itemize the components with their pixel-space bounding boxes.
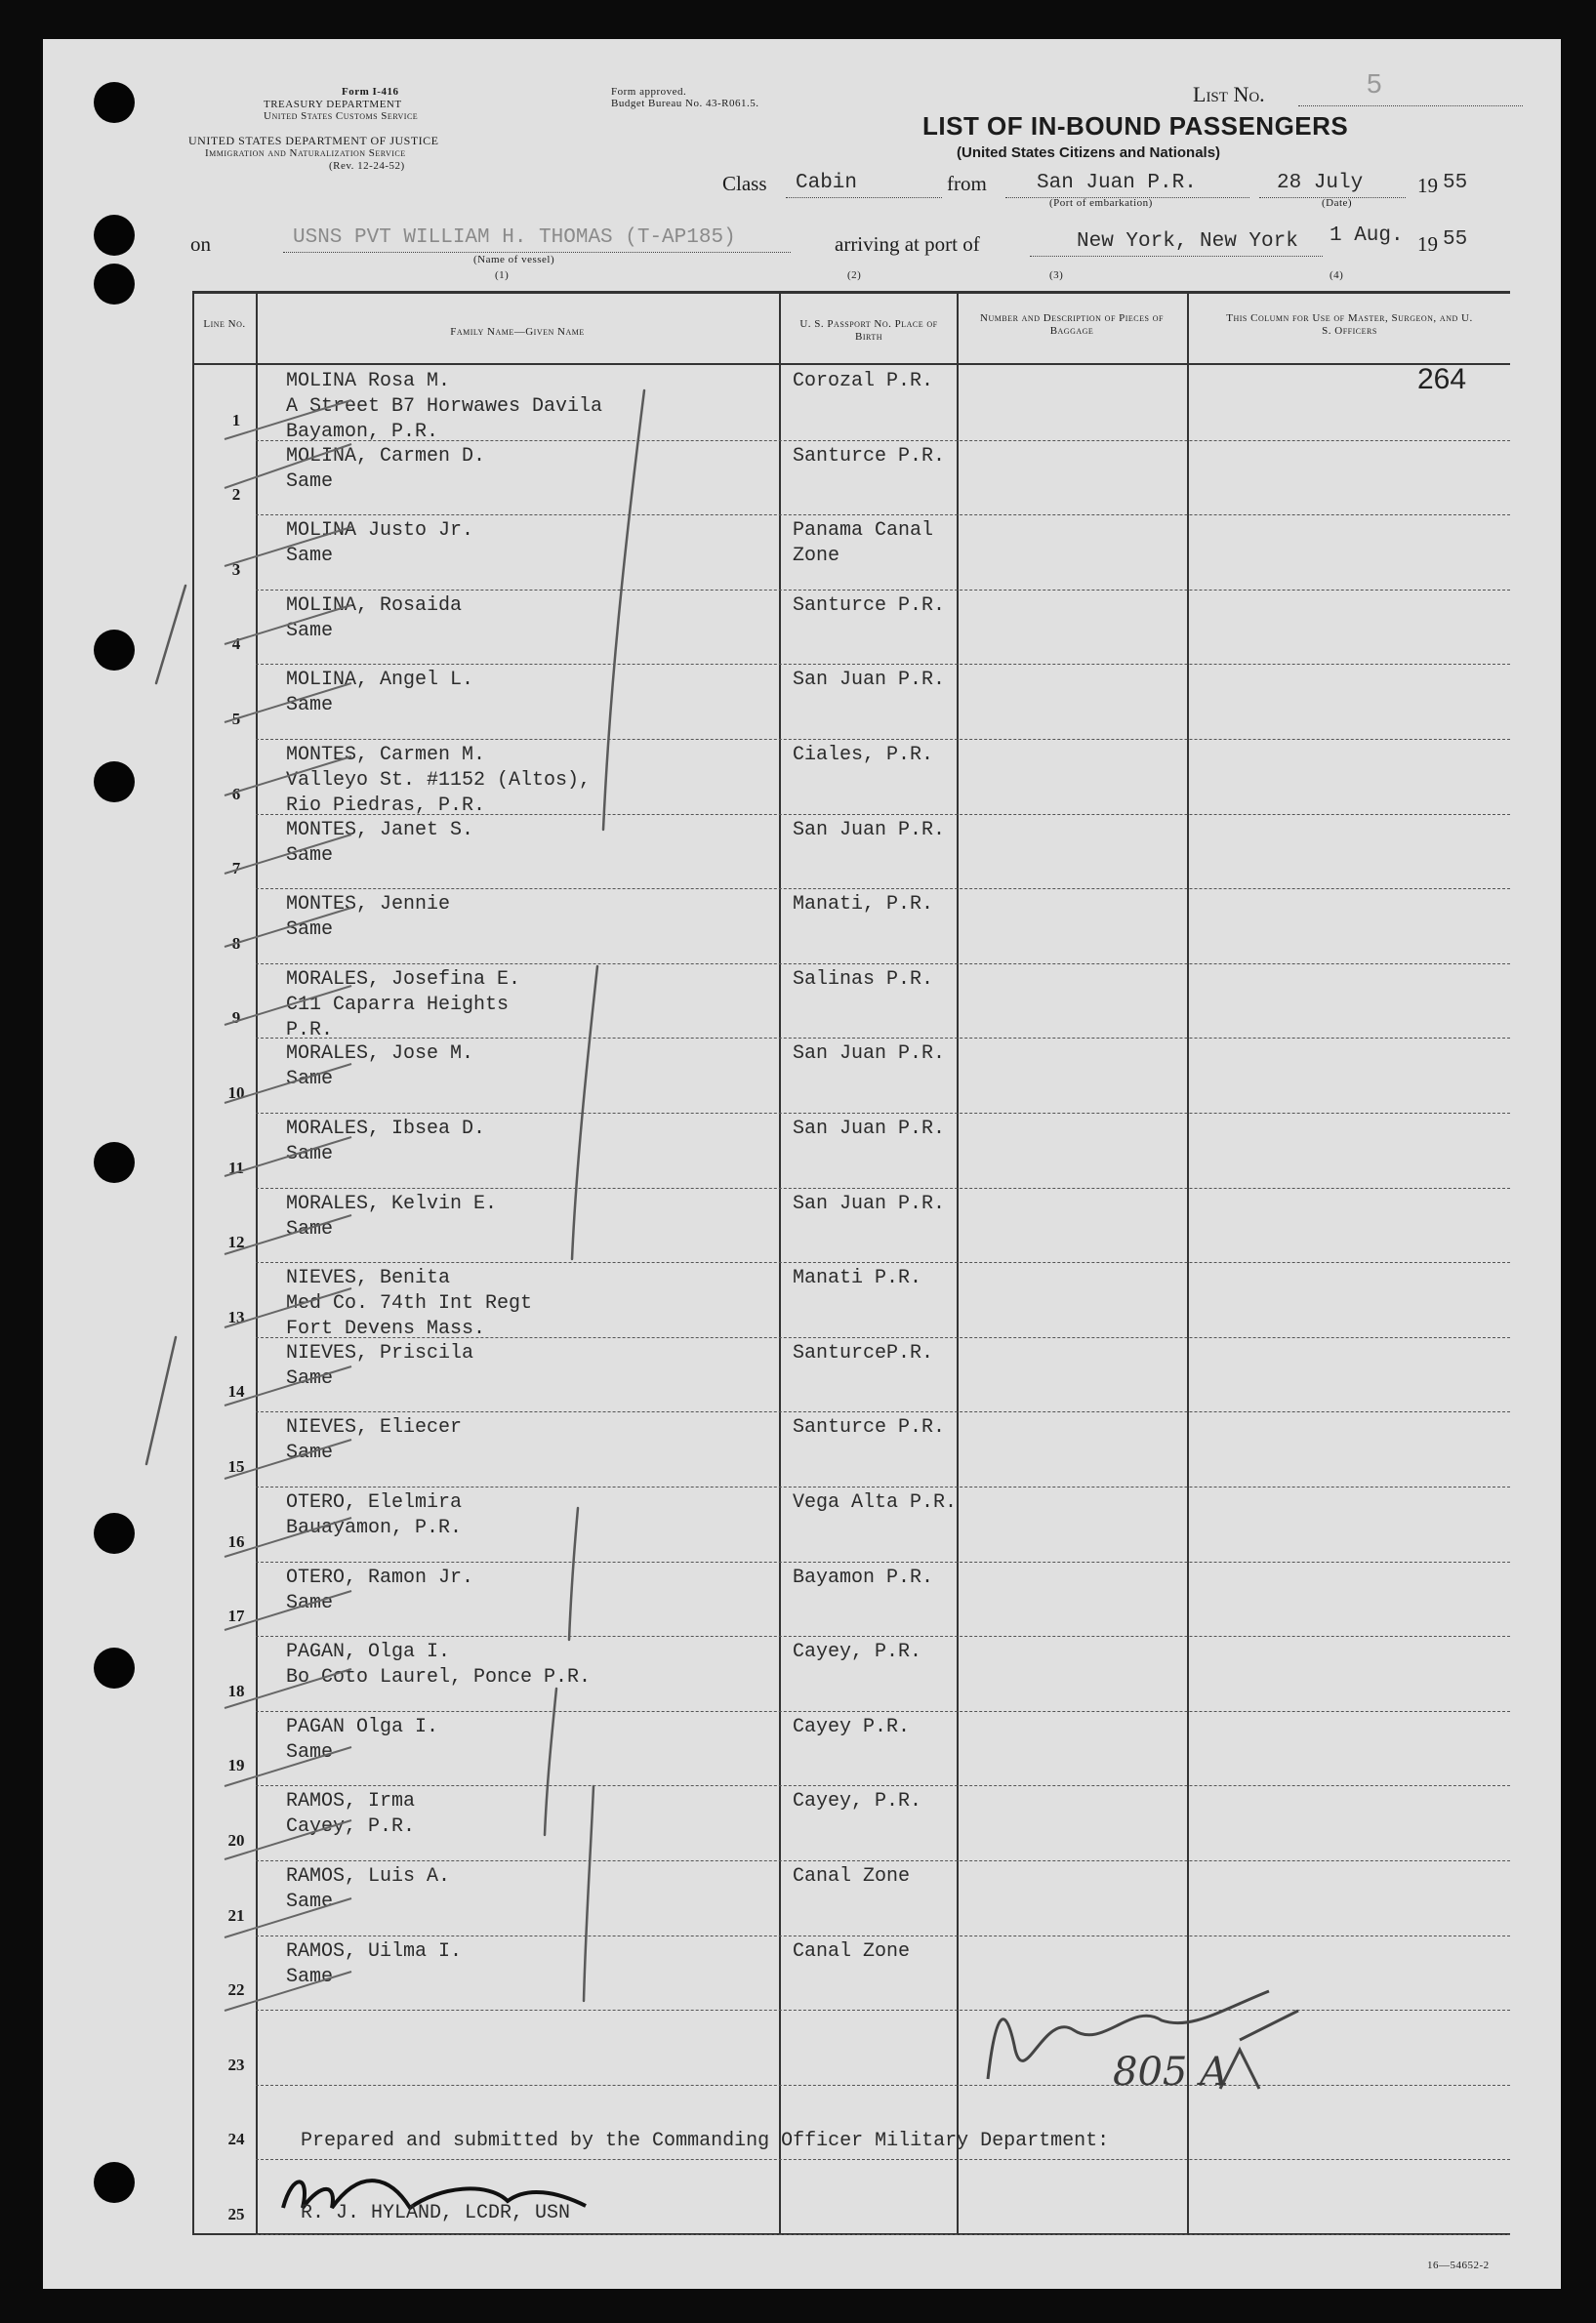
from-value: San Juan P.R. xyxy=(1037,172,1197,194)
date-caption: (Date) xyxy=(1322,197,1353,209)
col-header-officers: This Column for Use of Master, Surgeon, and U. S. Officers xyxy=(1226,312,1473,337)
port-of-embarkation-caption: (Port of embarkation) xyxy=(1049,197,1153,209)
class-label: Class xyxy=(722,172,767,195)
list-no-label: List No. xyxy=(1193,82,1265,106)
place-of-birth: Corozal P.R. xyxy=(793,370,934,392)
passenger-name: MOLINA, Rosaida Same xyxy=(286,593,463,642)
place-of-birth: San Juan P.R. xyxy=(793,818,946,841)
place-of-birth: San Juan P.R. xyxy=(793,1042,946,1066)
arriving-label: arriving at port of xyxy=(835,232,980,256)
passenger-name: NIEVES, Eliecer Same xyxy=(286,1416,463,1465)
passenger-name: MONTES, Janet S. Same xyxy=(286,818,474,867)
caption-1: (1) xyxy=(495,269,510,281)
passenger-name: MONTES, Jennie Same xyxy=(286,893,451,942)
handwritten-annotation: 805 A xyxy=(1113,2050,1228,2095)
passenger-name: OTERO, Elelmira Bauayamon, P.R. xyxy=(286,1491,463,1539)
port-value: New York, New York xyxy=(1077,230,1298,253)
line-number: 23 xyxy=(227,2055,245,2074)
department-of-justice: UNITED STATES DEPARTMENT OF JUSTICE xyxy=(188,134,439,147)
line-number: 2 xyxy=(231,485,241,505)
treasury-department: TREASURY DEPARTMENT xyxy=(264,99,402,110)
line-number: 15 xyxy=(227,1457,245,1476)
officer-number: 264 xyxy=(1417,363,1467,395)
place-of-birth: Santurce P.R. xyxy=(793,444,946,468)
col-header-passport: U. S. Passport No. Place of Birth xyxy=(799,318,938,343)
signatory: R. J. HYLAND, LCDR, USN xyxy=(301,2202,571,2224)
place-of-birth: San Juan P.R. xyxy=(793,669,946,692)
line-number: 1 xyxy=(231,410,241,429)
place-of-birth: Vega Alta P.R. xyxy=(793,1491,958,1514)
place-of-birth: Canal Zone xyxy=(793,1939,911,1963)
place-of-birth: Manati P.R. xyxy=(793,1267,922,1290)
passenger-name: MORALES, Kelvin E. Same xyxy=(286,1192,498,1241)
on-label: on xyxy=(190,232,211,256)
passenger-name: MOLINA Rosa M. A Street B7 Horwawes Davila Bayamon, P.R. xyxy=(286,370,603,443)
line-number: 9 xyxy=(231,1008,241,1028)
passenger-name: MORALES, Josefina E. C11 Caparra Heights P.R. xyxy=(286,967,521,1041)
passenger-name: MOLINA, Angel L. Same xyxy=(286,669,474,717)
line-number: 6 xyxy=(231,784,241,803)
line-number: 22 xyxy=(227,1980,245,2000)
form-code: 16—54652-2 xyxy=(1427,2260,1490,2271)
place-of-birth: San Juan P.R. xyxy=(793,1192,946,1215)
class-value: Cabin xyxy=(796,172,858,194)
line-number: 11 xyxy=(227,1158,245,1177)
vessel-value: USNS PVT WILLIAM H. THOMAS (T-AP185) xyxy=(293,226,736,249)
place-of-birth: Salinas P.R. xyxy=(793,967,934,991)
passenger-name: NIEVES, Benita Med Co. 74th Int Regt Fort Devens Mass. xyxy=(286,1267,533,1341)
passenger-name: RAMOS, Uilma I. Same xyxy=(286,1939,463,1988)
year-value: 55 xyxy=(1443,172,1468,194)
form-approved: Form approved. xyxy=(611,86,687,98)
line-number: 19 xyxy=(227,1756,245,1775)
place-of-birth: San Juan P.R. xyxy=(793,1118,946,1140)
page-title: LIST OF IN-BOUND PASSENGERS xyxy=(922,111,1349,141)
line-number: 4 xyxy=(231,634,241,654)
col-header-name: Family Name—Given Name xyxy=(450,326,585,338)
line-number: 3 xyxy=(231,559,241,579)
vessel-caption: (Name of vessel) xyxy=(473,254,555,265)
passenger-name: MOLINA Justo Jr. Same xyxy=(286,519,474,568)
caption-3: (3) xyxy=(1049,269,1064,281)
arrival-date-value: 1 Aug. xyxy=(1330,224,1404,247)
place-of-birth: SanturceP.R. xyxy=(793,1341,934,1365)
budget-bureau: Budget Bureau No. 43-R061.5. xyxy=(611,98,759,109)
date-value: 28 July xyxy=(1277,172,1364,194)
immigration-service: Immigration and Naturalization Service xyxy=(205,147,406,159)
arrival-year-value: 55 xyxy=(1443,228,1468,251)
from-label: from xyxy=(947,172,987,195)
passenger-name: MORALES, Jose M. Same xyxy=(286,1042,474,1091)
col-header-line-no: Line No. xyxy=(203,318,246,330)
list-no-value: 5 xyxy=(1367,68,1382,99)
col-header-baggage: Number and Description of Pieces of Baggage xyxy=(980,312,1164,337)
line-number: 12 xyxy=(227,1233,245,1252)
line-number: 17 xyxy=(227,1607,245,1626)
line-number: 14 xyxy=(227,1382,245,1402)
place-of-birth: Canal Zone xyxy=(793,1865,911,1888)
revision: (Rev. 12-24-52) xyxy=(329,160,405,172)
place-of-birth: Bayamon P.R. xyxy=(793,1566,934,1589)
place-of-birth: Cayey P.R. xyxy=(793,1715,911,1738)
form-number: Form I-416 xyxy=(342,86,399,98)
prepared-text: Prepared and submitted by the Commanding Officer Military Department: xyxy=(301,2130,1110,2152)
line-number: 20 xyxy=(227,1831,245,1850)
line-number: 8 xyxy=(231,933,241,953)
caption-2: (2) xyxy=(847,269,862,281)
place-of-birth: Cayey, P.R. xyxy=(793,1790,922,1814)
line-number: 7 xyxy=(231,859,241,878)
line-number: 13 xyxy=(227,1307,245,1326)
passenger-name: RAMOS, Irma Cayey, P.R. xyxy=(286,1790,416,1839)
passenger-name: RAMOS, Luis A. Same xyxy=(286,1865,451,1913)
year-prefix: 19 xyxy=(1417,174,1438,197)
passenger-name: PAGAN Olga I. Same xyxy=(286,1715,439,1764)
place-of-birth: Panama Canal Zone xyxy=(793,519,934,568)
line-number: 5 xyxy=(231,710,241,728)
line-number: 18 xyxy=(227,1681,245,1700)
place-of-birth: Santurce P.R. xyxy=(793,593,946,617)
passenger-name: PAGAN, Olga I. Bo Coto Laurel, Ponce P.R. xyxy=(286,1641,592,1690)
line-number: 24 xyxy=(227,2130,245,2149)
passenger-name: MORALES, Ibsea D. Same xyxy=(286,1118,486,1165)
place-of-birth: Ciales, P.R. xyxy=(793,744,934,766)
place-of-birth: Manati, P.R. xyxy=(793,893,934,917)
customs-service: United States Customs Service xyxy=(264,110,419,122)
line-number: 21 xyxy=(227,1905,245,1925)
place-of-birth: Cayey, P.R. xyxy=(793,1641,922,1664)
passenger-name: MONTES, Carmen M. Valleyo St. #1152 (Altos), Rio Piedras, P.R. xyxy=(286,744,592,817)
line-number: 25 xyxy=(227,2205,245,2223)
place-of-birth: Santurce P.R. xyxy=(793,1416,946,1440)
page-subtitle: (United States Citizens and Nationals) xyxy=(957,144,1221,161)
line-number: 16 xyxy=(227,1531,245,1551)
line-number: 10 xyxy=(227,1083,245,1102)
passenger-name: MOLINA, Carmen D. Same xyxy=(286,444,486,493)
passenger-name: NIEVES, Priscila Same xyxy=(286,1341,474,1390)
passenger-name: OTERO, Ramon Jr. Same xyxy=(286,1566,474,1614)
caption-4: (4) xyxy=(1330,269,1344,281)
arrival-year-prefix: 19 xyxy=(1417,232,1438,256)
